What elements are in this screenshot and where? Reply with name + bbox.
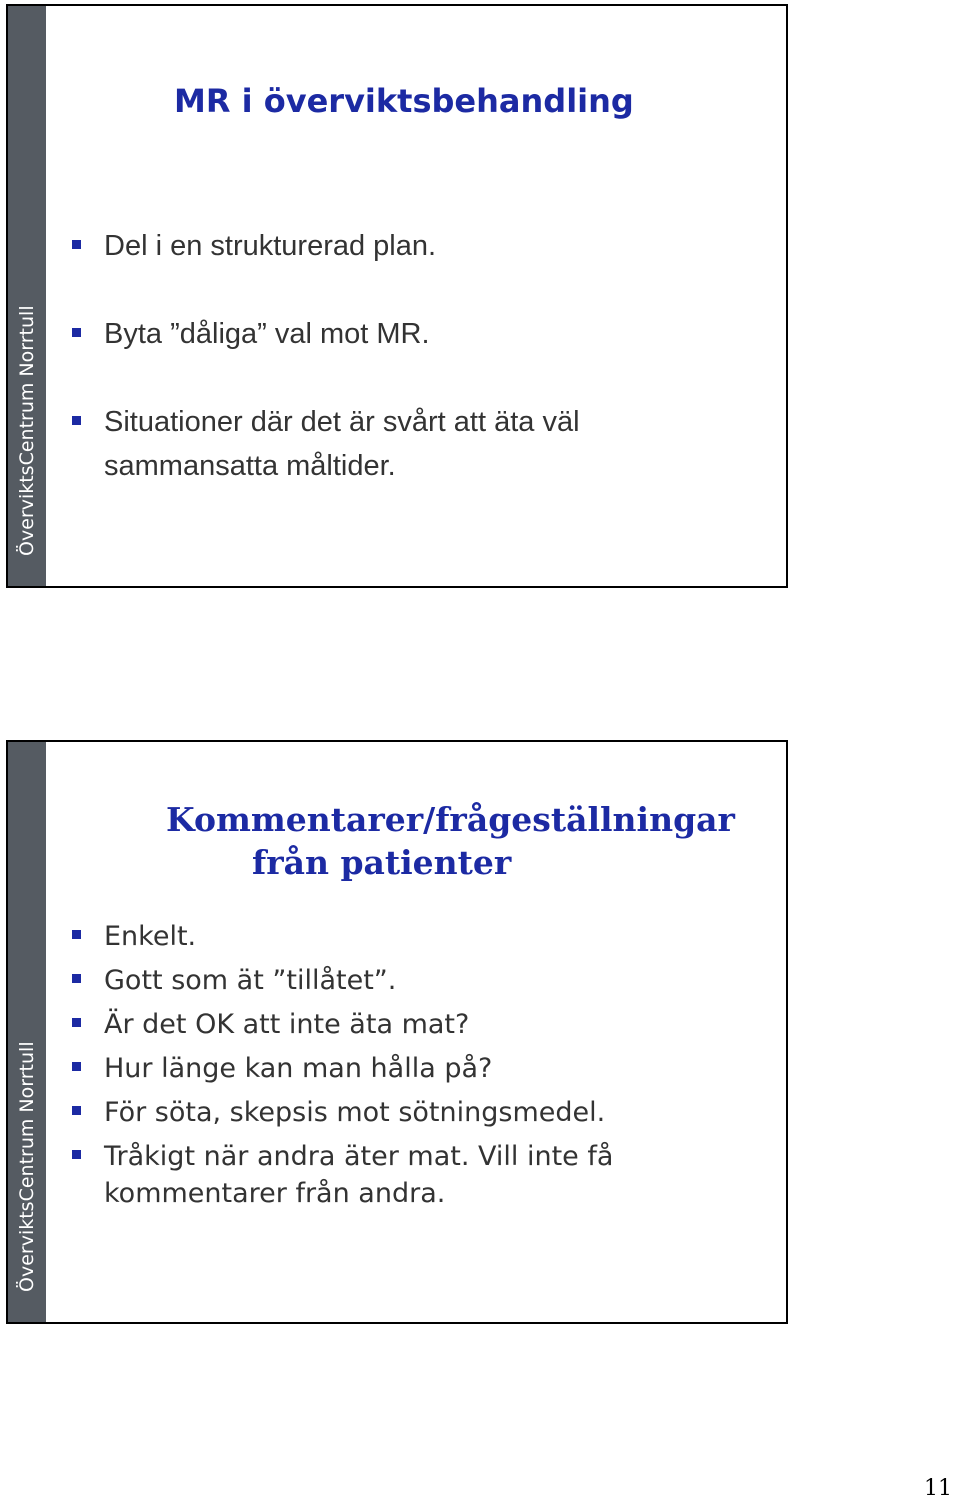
list-item [72,918,632,955]
title-line-1: Kommentarer/frågeställningar [166,800,735,839]
bullet-list [72,918,632,1219]
square-bullet-icon [72,1018,81,1027]
list-item [72,400,632,488]
bullet-text: Enkelt. [104,921,197,952]
list-item [72,962,632,999]
bullet-text: Hur länge kan man hålla på? [104,1053,493,1084]
sidebar-band [8,742,46,1322]
bullet-text: Byta ”dåliga” val mot MR. [104,318,430,350]
square-bullet-icon [72,1150,81,1159]
square-bullet-icon [72,1062,81,1071]
square-bullet-icon [72,1106,81,1115]
list-item [72,1094,632,1131]
slide-title [166,798,735,884]
bullet-text: Situationer där det är svårt att äta väl sammansatta måltider. [104,406,580,482]
list-item [72,312,632,356]
bullet-list [72,224,632,532]
slide-title: MR i överviktsbehandling [174,82,634,120]
bullet-text: Gott som ät ”tillåtet”. [104,965,397,996]
list-item [72,1006,632,1043]
slide-2 [6,740,788,1324]
list-item [72,1050,632,1087]
slide-1 [6,4,788,588]
bullet-text: Tråkigt när andra äter mat. Vill inte få kommentarer från andra. [104,1141,614,1209]
bullet-text: Del i en strukturerad plan. [104,230,437,262]
sidebar-label: ÖverviktsCentrum Norrtull [16,305,38,556]
list-item [72,224,632,268]
square-bullet-icon [72,240,81,249]
square-bullet-icon [72,328,81,337]
square-bullet-icon [72,974,81,983]
title-line-2: från patienter [252,843,512,882]
bullet-text: Är det OK att inte äta mat? [104,1009,470,1040]
bullet-text: För söta, skepsis mot sötningsmedel. [104,1097,606,1128]
page-number: 11 [924,1476,952,1501]
square-bullet-icon [72,930,81,939]
square-bullet-icon [72,416,81,425]
sidebar-label: ÖverviktsCentrum Norrtull [16,1041,38,1292]
sidebar-band [8,6,46,586]
list-item [72,1138,632,1212]
